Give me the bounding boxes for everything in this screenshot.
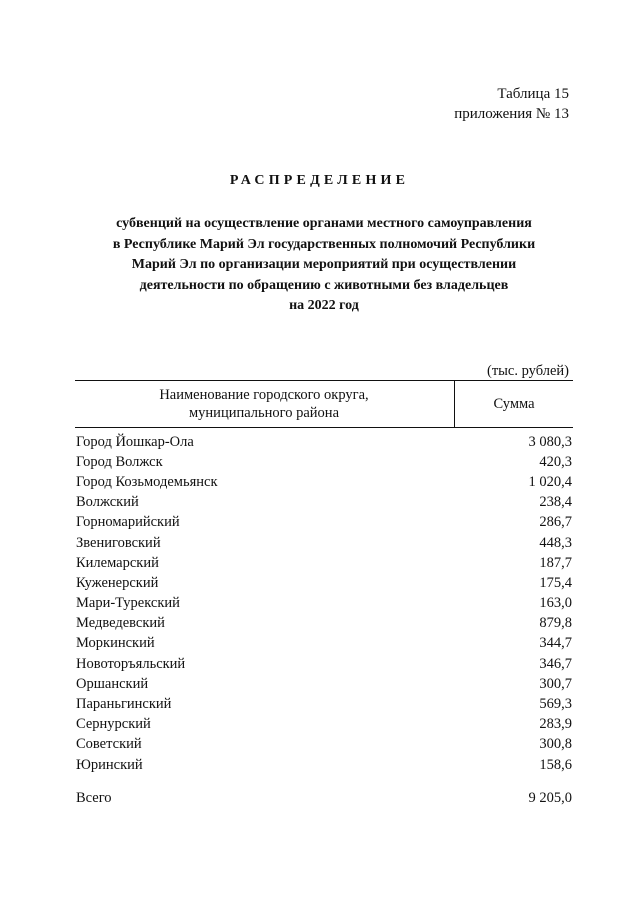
table-row [76, 674, 572, 694]
row-name: Параньгинский [76, 696, 172, 713]
row-value: 158,6 [539, 756, 572, 773]
row-name: Оршанский [76, 675, 149, 692]
row-name: Килемарский [76, 554, 159, 571]
table-row [76, 573, 572, 593]
table-row [76, 553, 572, 573]
subtitle-line: в Республике Марий Эл государственных полномочий Республики [112, 236, 536, 252]
subtitle-line: на 2022 год [289, 298, 359, 313]
row-value: 163,0 [539, 595, 572, 612]
row-value: 448,3 [539, 534, 572, 551]
row-name: Мари-Турекский [76, 595, 180, 612]
row-name: Город Йошкар-Ола [76, 433, 194, 450]
row-value: 3 080,3 [528, 433, 572, 450]
row-name: Медведевский [76, 615, 165, 632]
table-row [76, 654, 572, 674]
row-value: 300,7 [539, 675, 572, 692]
total-value: 9 205,0 [528, 789, 572, 806]
row-value: 569,3 [539, 696, 572, 713]
table-row [76, 513, 572, 533]
unit-label: (тыс. рублей) [487, 363, 569, 379]
row-value: 344,7 [539, 635, 572, 652]
table-header [75, 380, 573, 428]
table-row [76, 755, 572, 775]
subtitle-line: Марий Эл по организации мероприятий при осуществлении [131, 257, 517, 272]
table-row [76, 594, 572, 614]
table-row [76, 533, 572, 553]
document-subtitle [60, 214, 588, 317]
table-row [76, 472, 572, 492]
table-row [76, 715, 572, 735]
column-header-name-line1: Наименование городского округа, [159, 387, 369, 403]
row-value: 238,4 [539, 494, 572, 511]
subtitle-line: деятельности по обращению с животными без владельцев [139, 277, 509, 293]
row-name: Советский [76, 736, 142, 753]
column-header-name-line2: муниципального района [189, 405, 339, 421]
total-label: Всего [76, 789, 112, 806]
table-reference: Таблица 15 [497, 86, 569, 102]
column-header-sum: Сумма [493, 395, 535, 412]
row-value: 1 020,4 [528, 473, 572, 490]
table-row [76, 432, 572, 452]
row-value: 286,7 [539, 514, 572, 531]
table-row [76, 452, 572, 472]
row-name: Горномарийский [76, 514, 180, 531]
row-name: Звениговский [76, 534, 161, 551]
row-value: 300,8 [539, 736, 572, 753]
row-value: 283,9 [539, 716, 572, 733]
table-row [76, 634, 572, 654]
appendix-reference: приложения № 13 [454, 106, 569, 122]
subtitle-line: субвенций на осуществление органами местного самоуправления [116, 216, 532, 231]
row-name: Юринский [76, 756, 143, 773]
row-name: Волжский [76, 494, 139, 511]
row-value: 187,7 [539, 554, 572, 571]
row-value: 346,7 [539, 655, 572, 672]
table-row [76, 735, 572, 755]
table-row [76, 614, 572, 634]
table-row [76, 493, 572, 513]
row-name: Новоторъяльский [76, 655, 186, 672]
table-body [76, 432, 572, 775]
row-value: 175,4 [539, 574, 572, 591]
row-name: Куженерский [76, 574, 159, 591]
document-title: РАСПРЕДЕЛЕНИЕ [229, 173, 410, 188]
row-value: 420,3 [539, 453, 572, 470]
total-row [76, 788, 572, 808]
row-name: Моркинский [76, 635, 155, 652]
column-header-name [75, 381, 453, 427]
row-value: 879,8 [539, 615, 572, 632]
row-name: Сернурский [76, 716, 151, 733]
row-name: Город Козьмодемьянск [76, 473, 218, 490]
table-row [76, 694, 572, 714]
row-name: Город Волжск [76, 453, 163, 470]
